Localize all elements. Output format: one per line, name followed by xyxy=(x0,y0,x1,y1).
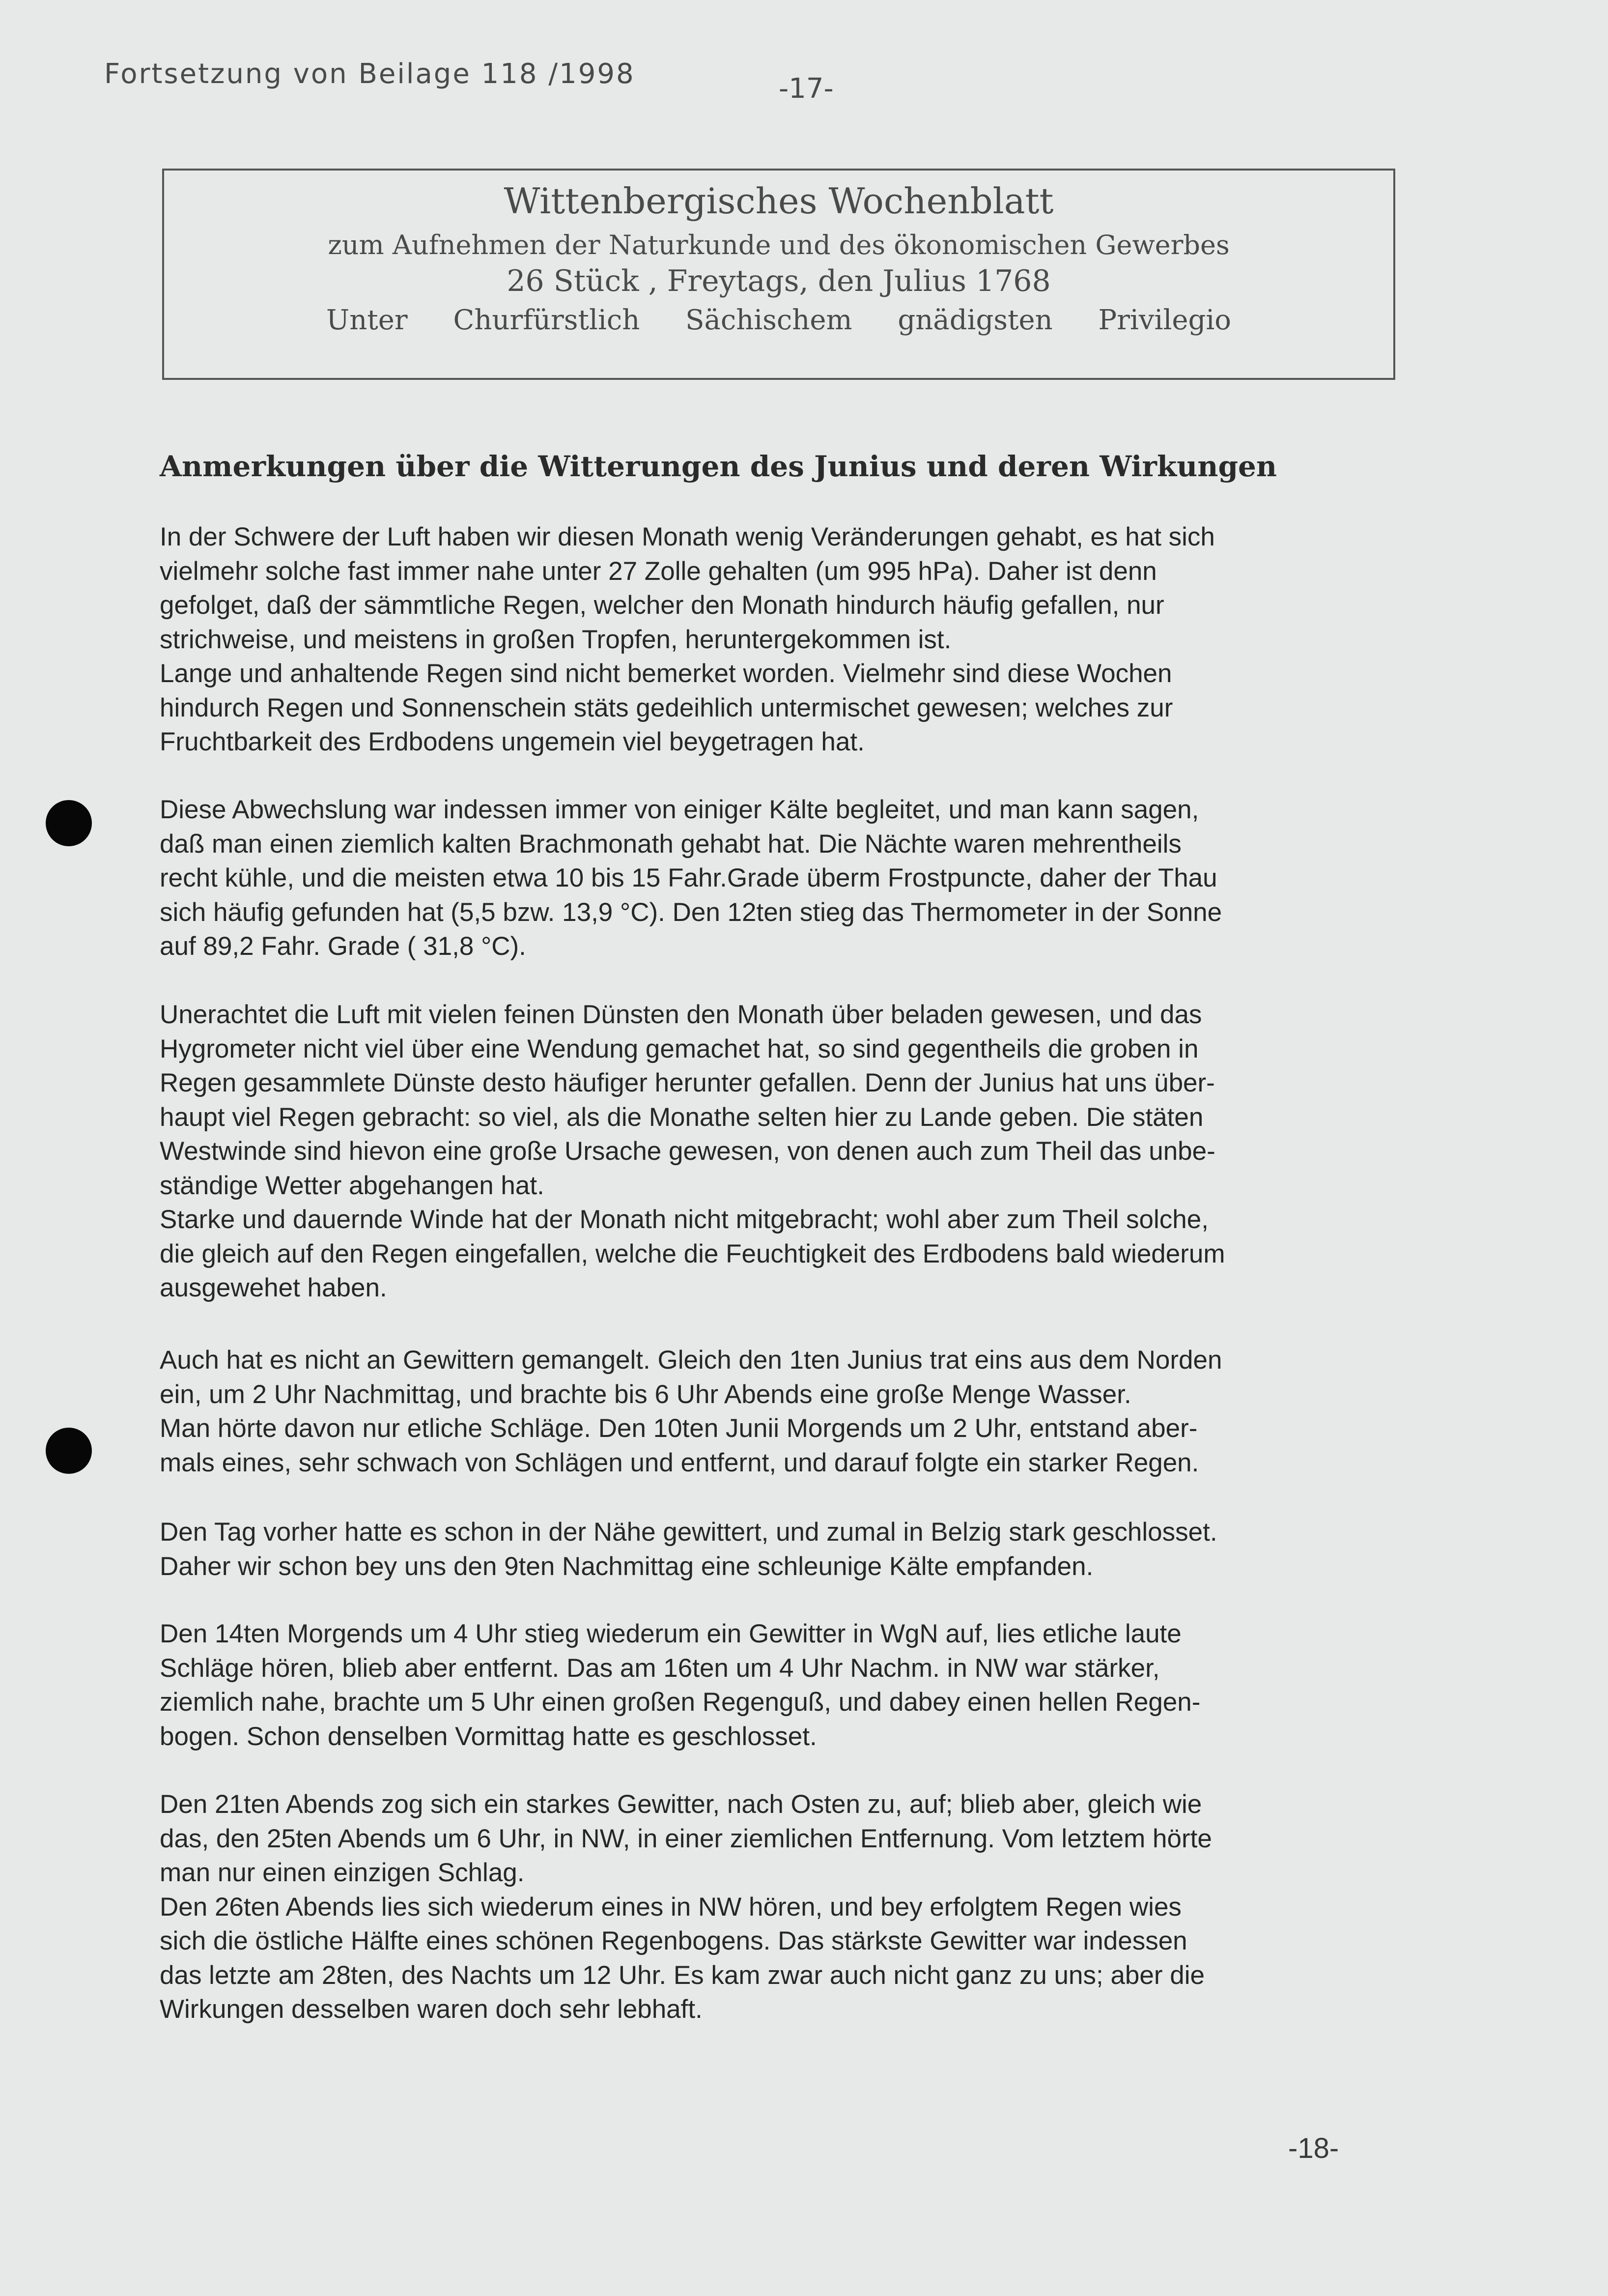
text-line: bogen. Schon denselben Vormittag hatte es geschlosset. xyxy=(160,1722,817,1751)
text-line: Schläge hören, blieb aber entfernt. Das am 16ten um 4 Uhr Nachm. in NW war stärker, xyxy=(160,1653,1160,1683)
text-line: die gleich auf den Regen eingefallen, welche die Feuchtigkeit des Erdbodens bald wiederum xyxy=(160,1239,1225,1268)
text-line: Den 21ten Abends zog sich ein starkes Gewitter, nach Osten zu, auf; blieb aber, gleich wie xyxy=(160,1790,1202,1819)
text-line: ziemlich nahe, brachte um 5 Uhr einen großen Regenguß, und dabey einen hellen Regen- xyxy=(160,1688,1201,1717)
text-line: strichweise, und meistens in großen Tropfen, heruntergekommen ist. xyxy=(160,625,952,654)
text-line: das, den 25ten Abends um 6 Uhr, in NW, in einer ziemlichen Entfernung. Vom letztem hörte xyxy=(160,1824,1212,1853)
punch-hole xyxy=(46,800,92,846)
text-line: hindurch Regen und Sonnenschein stäts gedeihlich untermischet gewesen; welches zur xyxy=(160,693,1173,722)
text-line: man nur einen einzigen Schlag. xyxy=(160,1858,525,1887)
masthead-privilege xyxy=(326,304,1231,336)
text-line: recht kühle, und die meisten etwa 10 bis 15 Fahr.Grade überm Frostpuncte, daher der Thau xyxy=(160,863,1217,892)
paragraph xyxy=(160,1617,1398,1753)
masthead-issue: 26 Stück , Freytags, den Julius 1768 xyxy=(507,264,1051,298)
text-line: Fruchtbarkeit des Erdbodens ungemein viel beygetragen hat. xyxy=(160,727,865,756)
masthead-subtitle: zum Aufnehmen der Naturkunde und des ökonomischen Gewerbes xyxy=(328,230,1230,260)
text-line: gefolget, daß der sämmtliche Regen, welcher den Monath hindurch häufig gefallen, nur xyxy=(160,591,1164,620)
text-line: Lange und anhaltende Regen sind nicht bemerket worden. Vielmehr sind diese Wochen xyxy=(160,659,1172,688)
masthead-title: Wittenbergisches Wochenblatt xyxy=(504,180,1054,222)
masthead-box xyxy=(162,169,1395,380)
text-line: daß man einen ziemlich kalten Brachmonath gehabt hat. Die Nächte waren mehrentheils xyxy=(160,829,1182,859)
paragraph xyxy=(160,520,1398,759)
text-line: sich die östliche Hälfte eines schönen Regenbogens. Das stärkste Gewitter war indessen xyxy=(160,1926,1187,1955)
text-line: sich häufig gefunden hat (5,5 bzw. 13,9 °C). Den 12ten stieg das Thermometer in der Sonne xyxy=(160,897,1222,927)
text-line: Auch hat es nicht an Gewittern gemangelt. Gleich den 1ten Junius trat eins aus dem Norden xyxy=(160,1346,1222,1375)
page-number-top: -17- xyxy=(779,73,834,105)
text-line: das letzte am 28ten, des Nachts um 12 Uhr. Es kam zwar auch nicht ganz zu uns; aber die xyxy=(160,1960,1205,1990)
text-line: vielmehr solche fast immer nahe unter 27 Zolle gehalten (um 995 hPa). Daher ist denn xyxy=(160,556,1157,586)
text-line: auf 89,2 Fahr. Grade ( 31,8 °C). xyxy=(160,932,526,961)
text-line: Den Tag vorher hatte es schon in der Nähe gewittert, und zumal in Belzig stark geschlosset. xyxy=(160,1518,1217,1547)
page-number-bottom: -18- xyxy=(1288,2132,1339,2164)
privilege-word: Sächischem xyxy=(685,304,852,336)
privilege-word: gnädigsten xyxy=(898,304,1053,336)
text-line: ausgewehet haben. xyxy=(160,1273,387,1302)
text-line: Diese Abwechslung war indessen immer von einiger Kälte begleitet, und man kann sagen, xyxy=(160,795,1199,824)
text-line: Den 26ten Abends lies sich wiederum eines in NW hören, und bey erfolgtem Regen wies xyxy=(160,1892,1182,1922)
paragraph xyxy=(160,793,1398,964)
text-line: Den 14ten Morgends um 4 Uhr stieg wiederum ein Gewitter in WgN auf, lies etliche laute xyxy=(160,1619,1182,1648)
text-line: ein, um 2 Uhr Nachmittag, und brachte bis 6 Uhr Abends eine große Menge Wasser. xyxy=(160,1379,1131,1409)
text-line: Starke und dauernde Winde hat der Monath nicht mitgebracht; wohl aber zum Theil solche, xyxy=(160,1205,1209,1234)
continuation-note: Fortsetzung von Beilage 118 /1998 xyxy=(104,58,635,90)
privilege-word: Churfürstlich xyxy=(453,304,640,336)
text-line: Hygrometer nicht viel über eine Wendung gemachet hat, so sind gegentheils die groben in xyxy=(160,1034,1199,1063)
text-line: Unerachtet die Luft mit vielen feinen Dünsten den Monath über beladen gewesen, und das xyxy=(160,1000,1202,1029)
text-line: Man hörte davon nur etliche Schläge. Den 10ten Junii Morgends um 2 Uhr, entstand aber- xyxy=(160,1414,1198,1443)
text-line: In der Schwere der Luft haben wir diesen Monath wenig Veränderungen gehabt, es hat sich xyxy=(160,522,1215,551)
privilege-word: Privilegio xyxy=(1098,304,1231,336)
paragraph xyxy=(160,998,1398,1305)
text-line: haupt viel Regen gebracht: so viel, als die Monathe selten hier zu Lande geben. Die stäten xyxy=(160,1102,1204,1132)
punch-hole xyxy=(46,1428,92,1474)
article-heading: Anmerkungen über die Witterungen des Junius und deren Wirkungen xyxy=(160,450,1277,483)
text-line: Westwinde sind hievon eine große Ursache gewesen, von denen auch zum Theil das unbe- xyxy=(160,1137,1215,1166)
text-line: ständige Wetter abgehangen hat. xyxy=(160,1171,544,1200)
text-line: Wirkungen desselben waren doch sehr lebhaft. xyxy=(160,1995,703,2024)
text-line: mals eines, sehr schwach von Schlägen und entfernt, und darauf folgte ein starker Regen. xyxy=(160,1448,1199,1477)
paragraph xyxy=(160,1787,1398,2027)
text-line: Daher wir schon bey uns den 9ten Nachmittag eine schleunige Kälte empfanden. xyxy=(160,1551,1094,1581)
privilege-word: Unter xyxy=(326,304,408,336)
paragraph xyxy=(160,1515,1398,1583)
text-line: Regen gesammlete Dünste desto häufiger herunter gefallen. Denn der Junius hat uns über- xyxy=(160,1068,1215,1097)
paragraph xyxy=(160,1343,1398,1480)
